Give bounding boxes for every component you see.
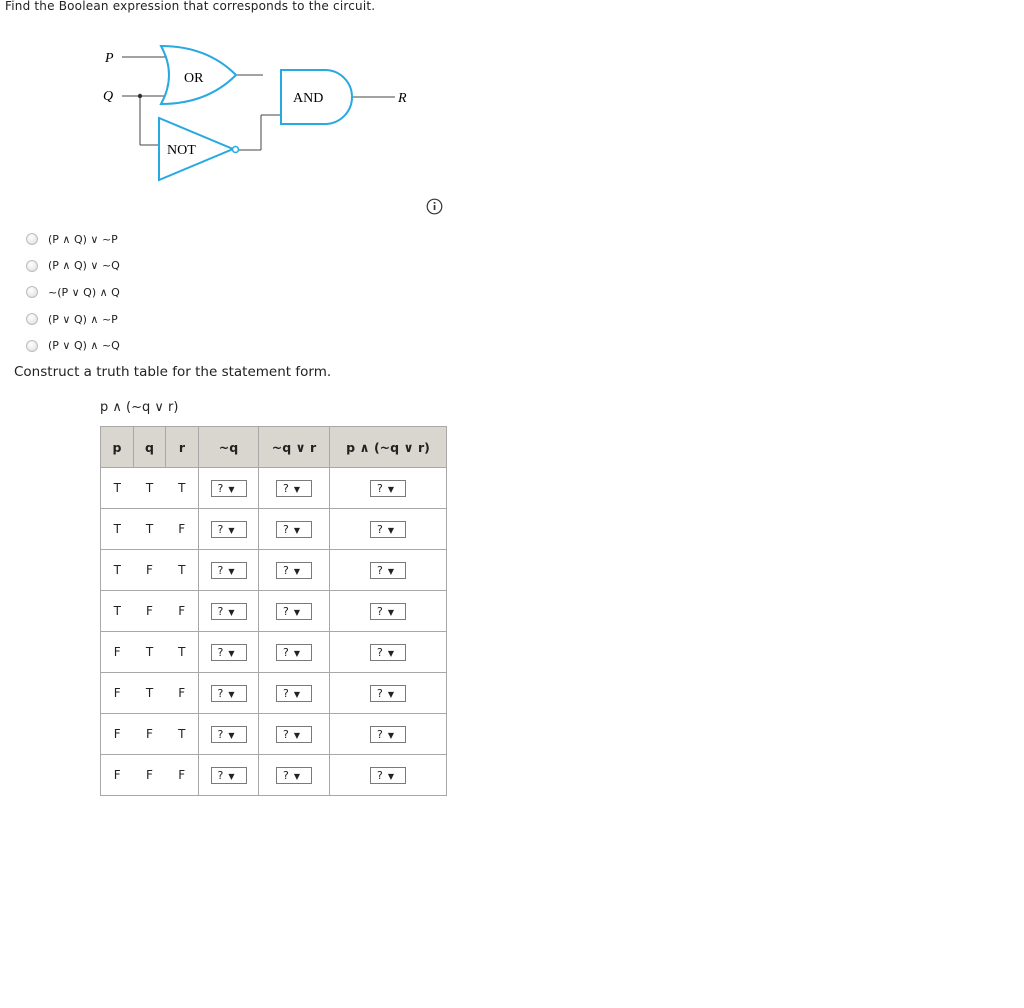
cell-q: T — [134, 468, 166, 509]
chevron-down-icon: ▼ — [387, 730, 394, 740]
answer-dropdown[interactable] — [211, 603, 247, 620]
cell-r: T — [166, 468, 199, 509]
answer-dropdown[interactable] — [370, 480, 406, 497]
cell-q: T — [134, 509, 166, 550]
junction-dot — [138, 94, 142, 98]
answer-dropdown[interactable] — [276, 644, 312, 661]
cell-not-q — [199, 632, 259, 673]
chevron-down-icon: ▼ — [387, 525, 394, 535]
cell-r: F — [166, 673, 199, 714]
cell-p: T — [101, 591, 134, 632]
option-label: (P ∨ Q) ∧ ~Q — [48, 339, 120, 353]
answer-dropdown[interactable] — [276, 562, 312, 579]
option-5[interactable] — [26, 332, 120, 359]
cell-not-q-or-r — [259, 591, 330, 632]
cell-q: T — [134, 632, 166, 673]
cell-p: F — [101, 632, 134, 673]
cell-not-q-or-r — [259, 509, 330, 550]
dropdown-value: ? — [377, 686, 383, 700]
dropdown-value: ? — [377, 604, 383, 618]
chevron-down-icon: ▼ — [228, 484, 235, 494]
answer-dropdown[interactable] — [370, 767, 406, 784]
cell-q: F — [134, 714, 166, 755]
dropdown-value: ? — [217, 645, 224, 659]
chevron-down-icon: ▼ — [293, 771, 300, 781]
info-icon[interactable] — [426, 198, 443, 215]
or-gate-label: OR — [184, 71, 204, 86]
cell-result — [330, 632, 447, 673]
table-row — [101, 673, 447, 714]
option-label: (P ∨ Q) ∧ ~P — [48, 312, 118, 326]
chevron-down-icon: ▼ — [387, 607, 394, 617]
header-not-q: ~q — [199, 427, 259, 468]
dropdown-value: ? — [283, 563, 289, 577]
answer-dropdown[interactable] — [276, 603, 312, 620]
radio-button[interactable] — [26, 340, 38, 352]
answer-dropdown[interactable] — [370, 685, 406, 702]
cell-r: F — [166, 509, 199, 550]
answer-dropdown[interactable] — [211, 767, 247, 784]
answer-dropdown[interactable] — [211, 726, 247, 743]
dropdown-value: ? — [217, 563, 224, 577]
option-2[interactable] — [26, 253, 120, 280]
cell-r: T — [166, 550, 199, 591]
truth-table-prompt: Construct a truth table for the statement form. — [14, 364, 332, 380]
cell-q: T — [134, 673, 166, 714]
answer-dropdown[interactable] — [211, 521, 247, 538]
dropdown-value: ? — [377, 768, 383, 782]
cell-p: T — [101, 468, 134, 509]
cell-result — [330, 714, 447, 755]
chevron-down-icon: ▼ — [387, 648, 394, 658]
cell-q: F — [134, 550, 166, 591]
cell-not-q — [199, 509, 259, 550]
cell-not-q — [199, 714, 259, 755]
dropdown-value: ? — [377, 563, 383, 577]
cell-r: F — [166, 755, 199, 796]
header-q: q — [134, 427, 166, 468]
dropdown-value: ? — [377, 645, 383, 659]
cell-result — [330, 673, 447, 714]
cell-not-q-or-r — [259, 632, 330, 673]
cell-result — [330, 550, 447, 591]
dropdown-value: ? — [217, 522, 224, 536]
option-label: (P ∧ Q) ∨ ~P — [48, 232, 118, 246]
cell-not-q — [199, 468, 259, 509]
answer-dropdown[interactable] — [370, 603, 406, 620]
table-row — [101, 550, 447, 591]
answer-dropdown[interactable] — [276, 480, 312, 497]
statement-form: p ∧ (~q ∨ r) — [100, 400, 179, 415]
dropdown-value: ? — [377, 522, 383, 536]
dropdown-value: ? — [283, 481, 289, 495]
answer-dropdown[interactable] — [370, 644, 406, 661]
chevron-down-icon: ▼ — [293, 525, 300, 535]
option-3[interactable] — [26, 279, 120, 306]
dropdown-value: ? — [283, 645, 289, 659]
table-row — [101, 468, 447, 509]
chevron-down-icon: ▼ — [228, 566, 235, 576]
cell-r: T — [166, 714, 199, 755]
input-p-label: P — [105, 51, 114, 66]
dropdown-value: ? — [283, 604, 289, 618]
dropdown-value: ? — [283, 686, 289, 700]
chevron-down-icon: ▼ — [228, 607, 235, 617]
answer-dropdown[interactable] — [370, 726, 406, 743]
radio-button[interactable] — [26, 313, 38, 325]
chevron-down-icon: ▼ — [293, 648, 300, 658]
output-r-label: R — [398, 91, 407, 106]
cell-not-q — [199, 550, 259, 591]
dropdown-value: ? — [217, 481, 224, 495]
answer-dropdown[interactable] — [370, 562, 406, 579]
dropdown-value: ? — [377, 481, 383, 495]
answer-dropdown[interactable] — [211, 685, 247, 702]
chevron-down-icon: ▼ — [228, 689, 235, 699]
answer-dropdown[interactable] — [370, 521, 406, 538]
dropdown-value: ? — [217, 727, 224, 741]
header-r: r — [166, 427, 199, 468]
cell-result — [330, 468, 447, 509]
cell-q: F — [134, 755, 166, 796]
cell-result — [330, 755, 447, 796]
answer-dropdown[interactable] — [276, 767, 312, 784]
not-gate-bubble — [233, 147, 239, 153]
cell-p: T — [101, 509, 134, 550]
answer-dropdown[interactable] — [276, 521, 312, 538]
dropdown-value: ? — [377, 727, 383, 741]
cell-not-q-or-r — [259, 550, 330, 591]
option-label: ~(P ∨ Q) ∧ Q — [48, 285, 120, 299]
radio-button[interactable] — [26, 286, 38, 298]
chevron-down-icon: ▼ — [293, 730, 300, 740]
cell-not-q — [199, 673, 259, 714]
cell-not-q-or-r — [259, 714, 330, 755]
cell-result — [330, 509, 447, 550]
answer-dropdown[interactable] — [276, 726, 312, 743]
cell-not-q — [199, 755, 259, 796]
header-not-q-or-r: ~q ∨ r — [259, 427, 330, 468]
dropdown-value: ? — [217, 768, 224, 782]
cell-not-q-or-r — [259, 755, 330, 796]
cell-not-q-or-r — [259, 468, 330, 509]
cell-not-q — [199, 591, 259, 632]
cell-p: F — [101, 673, 134, 714]
table-row — [101, 714, 447, 755]
cell-r: T — [166, 632, 199, 673]
chevron-down-icon: ▼ — [228, 771, 235, 781]
chevron-down-icon: ▼ — [387, 566, 394, 576]
header-result: p ∧ (~q ∨ r) — [330, 427, 447, 468]
cell-not-q-or-r — [259, 673, 330, 714]
dropdown-value: ? — [217, 686, 224, 700]
table-row — [101, 755, 447, 796]
truth-table — [100, 426, 447, 796]
option-4[interactable] — [26, 306, 120, 333]
dropdown-value: ? — [283, 768, 289, 782]
chevron-down-icon: ▼ — [293, 689, 300, 699]
chevron-down-icon: ▼ — [293, 484, 300, 494]
chevron-down-icon: ▼ — [228, 648, 235, 658]
cell-r: F — [166, 591, 199, 632]
option-1[interactable] — [26, 226, 120, 253]
answer-dropdown[interactable] — [211, 644, 247, 661]
chevron-down-icon: ▼ — [228, 730, 235, 740]
header-p: p — [101, 427, 134, 468]
answer-options — [26, 226, 120, 359]
table-row — [101, 509, 447, 550]
table-row — [101, 632, 447, 673]
radio-button[interactable] — [26, 233, 38, 245]
logic-circuit-diagram — [95, 40, 425, 190]
dropdown-value: ? — [283, 727, 289, 741]
input-q-label: Q — [103, 89, 114, 104]
table-row — [101, 591, 447, 632]
chevron-down-icon: ▼ — [387, 484, 394, 494]
answer-dropdown[interactable] — [211, 480, 247, 497]
radio-button[interactable] — [26, 260, 38, 272]
and-gate-label: AND — [293, 91, 324, 106]
cell-p: F — [101, 714, 134, 755]
answer-dropdown[interactable] — [276, 685, 312, 702]
truth-table-header — [101, 427, 447, 468]
question-prompt: Find the Boolean expression that corresponds to the circuit. — [5, 0, 376, 13]
cell-result — [330, 591, 447, 632]
chevron-down-icon: ▼ — [293, 566, 300, 576]
cell-p: F — [101, 755, 134, 796]
chevron-down-icon: ▼ — [387, 689, 394, 699]
chevron-down-icon: ▼ — [293, 607, 300, 617]
chevron-down-icon: ▼ — [228, 525, 235, 535]
option-label: (P ∧ Q) ∨ ~Q — [48, 259, 120, 273]
answer-dropdown[interactable] — [211, 562, 247, 579]
chevron-down-icon: ▼ — [387, 771, 394, 781]
dropdown-value: ? — [217, 604, 224, 618]
dropdown-value: ? — [283, 522, 289, 536]
cell-p: T — [101, 550, 134, 591]
cell-q: F — [134, 591, 166, 632]
not-gate-label: NOT — [167, 143, 196, 158]
